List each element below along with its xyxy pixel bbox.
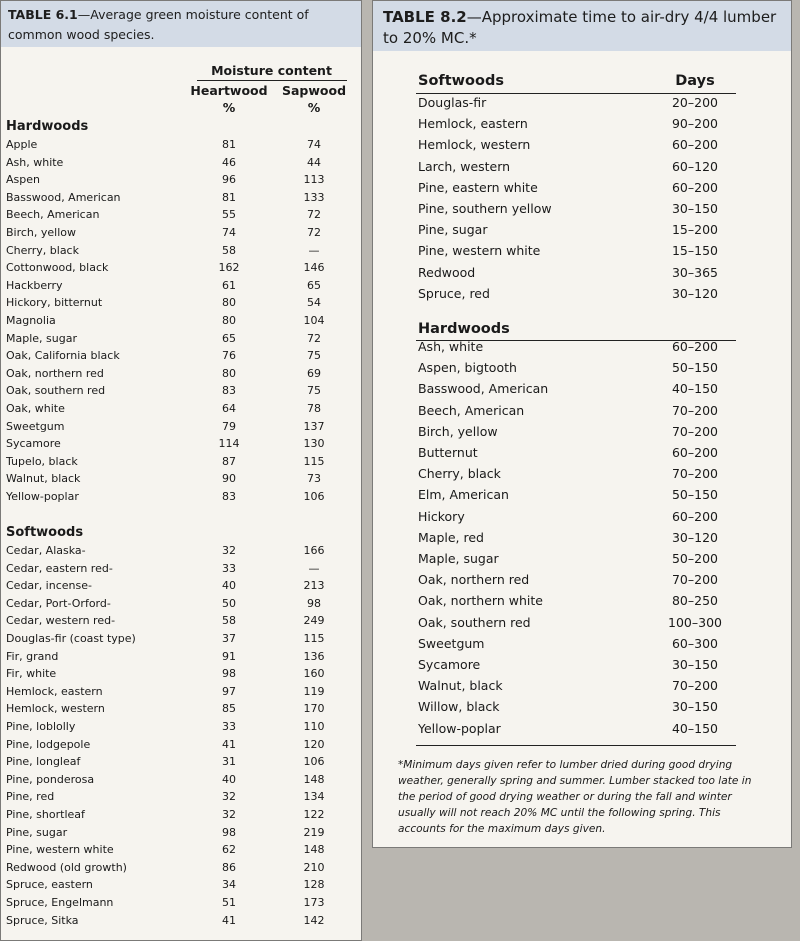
heartwood-value: 98 [222,667,236,681]
table-row [373,509,793,530]
heartwood-value: 162 [218,261,240,275]
species-name: Walnut, black [418,678,503,694]
species-name: Hackberry [6,278,63,292]
days-value: 40–150 [671,381,718,397]
heartwood-unit: % [222,100,236,115]
species-name: Oak, northern red [418,572,530,588]
species-name: Maple, sugar [418,551,499,566]
species-name: Hickory [418,508,465,524]
species-name: Pine, loblolly [6,720,76,733]
heartwood-value: 65 [222,331,236,345]
species-name: Spruce, eastern [6,878,93,892]
heartwood-value: 86 [222,860,236,874]
sapwood-value: 166 [303,544,325,557]
sapwood-value: 73 [307,472,321,486]
sapwood-value: 54 [307,296,321,310]
days-value: 50–150 [671,487,718,503]
table-row [373,95,793,116]
table-8-2-caption: —Approximate time to air-dry 4/4 lumber to 20% MC.* [383,8,777,47]
table-row [373,137,793,158]
heartwood-value: 85 [222,702,236,716]
species-name: Hemlock, eastern [6,684,103,698]
days-value: 15–150 [671,243,718,259]
heartwood-value: 96 [222,173,236,187]
table-row [373,339,793,360]
species-name: Hemlock, western [6,702,105,716]
table-row [373,572,793,593]
heartwood-value: 83 [222,384,236,398]
species-name: Maple, sugar [6,331,77,345]
sapwood-value: 106 [303,490,325,503]
sapwood-value: 170 [303,702,325,716]
heartwood-value: 50 [222,596,236,610]
heartwood-value: 32 [222,808,236,821]
heartwood-value: 40 [222,772,236,786]
species-name: Sycamore [6,437,61,451]
header-rule [197,80,347,81]
species-name: Pine, longleaf [6,755,81,769]
table-row [1,402,363,420]
heartwood-value: 81 [222,190,236,204]
sapwood-value: 119 [303,684,325,698]
species-name: Oak, white [6,402,65,415]
heartwood-value: 41 [222,737,236,751]
table-row [373,445,793,466]
days-value: 30–120 [671,529,718,545]
species-name: Cedar, eastern red- [6,561,113,575]
table-row [1,544,363,562]
sapwood-value: 142 [303,913,325,927]
species-name: Pine, southern yellow [418,201,552,216]
table-row [373,657,793,678]
table-row [1,384,363,402]
table-row [373,530,793,551]
sapwood-value: 173 [303,896,325,909]
sapwood-value: 75 [307,384,321,398]
sapwood-value: 210 [303,860,325,874]
species-name: Butternut [418,445,478,460]
table-row [1,472,363,490]
table-row [1,808,363,826]
table-row [1,632,363,650]
species-name: Oak, northern red [6,366,104,380]
species-name: Hemlock, eastern [418,116,528,132]
heartwood-value: 76 [222,349,236,363]
table-row [1,490,363,508]
days-value: 15–200 [671,222,718,238]
heartwood-value: 37 [222,632,236,645]
sapwood-value: 74 [307,138,321,151]
heartwood-value: 91 [222,649,236,663]
species-name: Aspen, bigtooth [418,360,517,376]
sapwood-value: 72 [307,331,321,345]
species-name: Spruce, Engelmann [6,896,114,909]
sapwood-value: 146 [303,261,325,275]
table-row [1,367,363,385]
species-name: Oak, southern red [6,384,106,398]
table-row [1,667,363,685]
table-row [1,914,363,932]
table-row [373,116,793,137]
table-6-1-number: TABLE 6.1 [8,7,78,22]
sapwood-value: 136 [303,649,325,663]
sapwood-value: 115 [303,454,325,468]
species-name: Apple [6,138,38,151]
species-name: Cherry, black [6,243,79,257]
sapwood-value: 115 [303,632,325,645]
species-name: Redwood (old growth) [6,860,127,874]
heartwood-value: 80 [222,296,236,310]
days-header: Days [675,73,715,89]
species-name: Tupelo, black [6,454,78,468]
sapwood-value: 219 [303,825,325,839]
hardwoods-section-label: Hardwoods [6,119,89,134]
heartwood-value: 40 [222,579,236,593]
table-row [1,191,363,209]
heartwood-value: 80 [222,366,236,380]
species-name: Redwood [418,264,476,280]
days-value: 40–150 [671,720,718,736]
heartwood-value: 90 [222,472,236,486]
days-value: 50–150 [671,360,718,376]
table-row [1,826,363,844]
days-value: 60–300 [671,635,718,651]
heartwood-header: Heartwood [190,83,268,98]
species-name: Cedar, incense- [6,579,92,593]
table-row [373,243,793,264]
heartwood-value: 79 [222,419,236,433]
days-value: 70–200 [671,423,718,439]
heartwood-value: 33 [222,720,236,733]
table-8-2-title [373,1,791,51]
softwoods-section-label: Softwoods [418,73,504,89]
heartwood-value: 74 [222,226,236,239]
table-row [373,403,793,424]
days-value: 70–200 [671,678,718,694]
species-name: Pine, red [6,790,55,804]
species-name: Sycamore [418,657,481,672]
heartwood-value: 64 [222,402,236,415]
species-name: Cedar, Alaska- [6,544,86,557]
table-row [1,843,363,861]
species-name: Aspen [6,173,40,187]
table-row [373,487,793,508]
table-row [1,650,363,668]
species-name: Yellow-poplar [418,720,501,736]
table-row [373,381,793,402]
species-name: Hemlock, western [418,137,531,153]
softwoods-rule [416,93,736,94]
table-row [373,721,793,742]
heartwood-value: 97 [222,684,236,698]
table-6-1-title [1,1,361,47]
species-name: Walnut, black [6,472,81,486]
table-row [373,699,793,720]
days-value: 30–150 [671,657,718,672]
sapwood-value: 148 [303,843,325,857]
sapwood-value: 120 [303,737,325,751]
days-value: 20–200 [671,95,718,110]
sapwood-value: 72 [307,226,321,239]
table-6-1-caption: —Average green moisture content of common wood species. [8,7,309,42]
moisture-content-header: Moisture content [211,63,332,78]
table-row [1,244,363,262]
heartwood-value: 41 [222,913,236,927]
species-name: Beech, American [418,402,525,418]
sapwood-value: 106 [303,755,325,769]
table-row [1,173,363,191]
table-row [1,773,363,791]
species-name: Oak, southern red [418,614,531,630]
sapwood-value: 134 [303,790,325,804]
days-value: 60–200 [671,508,718,524]
days-value: 30–365 [671,264,718,280]
species-name: Basswood, American [418,381,549,397]
table-row [1,437,363,455]
species-name: Spruce, red [418,285,490,301]
sapwood-value: 130 [303,437,325,451]
sapwood-value: 122 [303,808,325,821]
heartwood-value: 83 [222,490,236,503]
sapwood-value: 65 [307,278,321,292]
days-value: 60–200 [671,445,718,460]
table-6-1-page [0,0,362,941]
species-name: Ash, white [418,339,484,354]
days-value: 60–120 [671,158,718,174]
days-value: 30–120 [671,285,718,301]
species-name: Pine, eastern white [418,179,538,195]
heartwood-value: 87 [222,454,236,468]
table-row [1,685,363,703]
heartwood-value: 31 [222,755,236,769]
hardwoods-section-label: Hardwoods [418,321,510,337]
sapwood-value: 78 [307,402,321,415]
heartwood-value: 81 [222,138,236,151]
species-name: Pine, western white [6,843,114,857]
table-row [373,265,793,286]
table-row [373,360,793,381]
heartwood-value: 98 [222,825,236,839]
table-row [1,597,363,615]
species-name: Cherry, black [418,466,501,482]
heartwood-value: 62 [222,843,236,857]
sapwood-value: 104 [303,314,325,327]
table-row [1,226,363,244]
days-value: 100–300 [668,614,722,630]
sapwood-value: 148 [303,772,325,786]
days-value: 70–200 [671,466,718,482]
species-name: Oak, California black [6,349,120,363]
species-name: Sweetgum [418,635,485,651]
table-row [373,424,793,445]
heartwood-value: 58 [222,243,236,257]
species-name: Fir, grand [6,649,59,663]
table-row [373,466,793,487]
footnote: *Minimum days given refer to lumber dried during good drying weather, generally spring and summer. Lumber stacked too late in the period of good drying weather or during the fall and winter usually will not reach 20% MC until the following spring. This accounts for the maximum days given. [398,759,752,835]
days-value: 70–200 [671,572,718,588]
heartwood-value: 51 [222,896,236,909]
table-row [1,261,363,279]
days-value: 60–200 [671,339,718,354]
species-name: Cedar, western red- [6,614,116,628]
table-row [373,636,793,657]
table-row [1,455,363,473]
days-value: 80–250 [671,593,718,609]
species-name: Cedar, Port-Orford- [6,596,111,610]
species-name: Hickory, bitternut [6,296,103,310]
species-name: Sweetgum [6,419,65,433]
species-name: Willow, black [418,699,500,715]
species-name: Elm, American [418,487,509,503]
heartwood-value: 46 [222,155,236,169]
heartwood-value: 114 [218,437,240,451]
table-row [373,593,793,614]
sapwood-value: 137 [303,419,325,433]
sapwood-header: Sapwood [281,83,347,98]
table-row [1,720,363,738]
heartwood-value: 33 [222,561,236,575]
heartwood-value: 32 [222,544,236,557]
species-name: Oak, northern white [418,593,543,609]
table-row [1,790,363,808]
species-name: Pine, western white [418,243,541,259]
table-row [1,562,363,580]
species-name: Pine, sugar [6,825,68,839]
table-row [1,314,363,332]
species-name: Pine, sugar [418,222,488,238]
days-value: 60–200 [671,179,718,195]
species-name: Pine, lodgepole [6,737,91,751]
sapwood-value: 75 [307,349,321,363]
sapwood-value: — [308,243,320,257]
species-name: Douglas-fir [418,95,487,110]
table-row [1,279,363,297]
species-name: Yellow-poplar [6,490,79,503]
table-row [1,579,363,597]
sapwood-value: 133 [303,190,325,204]
sapwood-value: 160 [303,667,325,681]
heartwood-value: 80 [222,314,236,327]
species-name: Birch, yellow [418,423,498,439]
species-name: Maple, red [418,529,484,545]
species-name: Fir, white [6,667,57,681]
table-row [1,296,363,314]
sapwood-value: 113 [303,173,325,187]
table-row [1,878,363,896]
species-name: Larch, western [418,158,511,174]
species-name: Cottonwood, black [6,261,109,275]
species-name: Pine, shortleaf [6,808,85,821]
species-name: Spruce, Sitka [6,913,79,927]
species-name: Pine, ponderosa [6,772,95,786]
table-row [1,738,363,756]
days-value: 30–150 [671,699,718,715]
table-row [1,896,363,914]
sapwood-value: 128 [303,878,325,892]
table-row [373,286,793,307]
sapwood-value: 213 [303,579,325,593]
days-value: 50–200 [671,551,718,566]
days-value: 60–200 [671,137,718,153]
table-row [1,332,363,350]
heartwood-value: 55 [222,208,236,222]
table-row [373,678,793,699]
sapwood-value: 249 [303,614,325,628]
sapwood-value: 110 [303,720,325,733]
species-name: Magnolia [6,314,56,327]
table-row [1,349,363,367]
table-row [1,702,363,720]
sapwood-value: 98 [307,596,321,610]
table-row [1,861,363,879]
species-name: Ash, white [6,155,64,169]
heartwood-value: 34 [222,878,236,892]
sapwood-value: 44 [307,155,321,169]
table-row [1,755,363,773]
species-name: Douglas-fir (coast type) [6,632,136,645]
table-row [1,156,363,174]
table-end-rule [416,745,736,746]
table-8-2-page [372,0,792,848]
table-row [373,180,793,201]
days-value: 70–200 [671,402,718,418]
table-row [1,138,363,156]
sapwood-unit: % [307,100,321,115]
table-row [373,615,793,636]
species-name: Basswood, American [6,190,121,204]
table-row [373,551,793,572]
table-row [1,208,363,226]
table-8-2-number: TABLE 8.2 [383,8,467,26]
softwoods-section-label: Softwoods [6,525,84,540]
days-value: 90–200 [671,116,718,132]
table-row [373,222,793,243]
species-name: Beech, American [6,208,100,222]
days-value: 30–150 [671,201,718,216]
table-row [1,420,363,438]
sapwood-value: 69 [307,366,321,380]
heartwood-value: 32 [222,790,236,804]
table-row [373,201,793,222]
table-row [373,159,793,180]
sapwood-value: 72 [307,208,321,222]
sapwood-value: — [308,561,320,575]
heartwood-value: 58 [222,614,236,628]
species-name: Birch, yellow [6,226,77,239]
heartwood-value: 61 [222,278,236,292]
table-row [1,614,363,632]
